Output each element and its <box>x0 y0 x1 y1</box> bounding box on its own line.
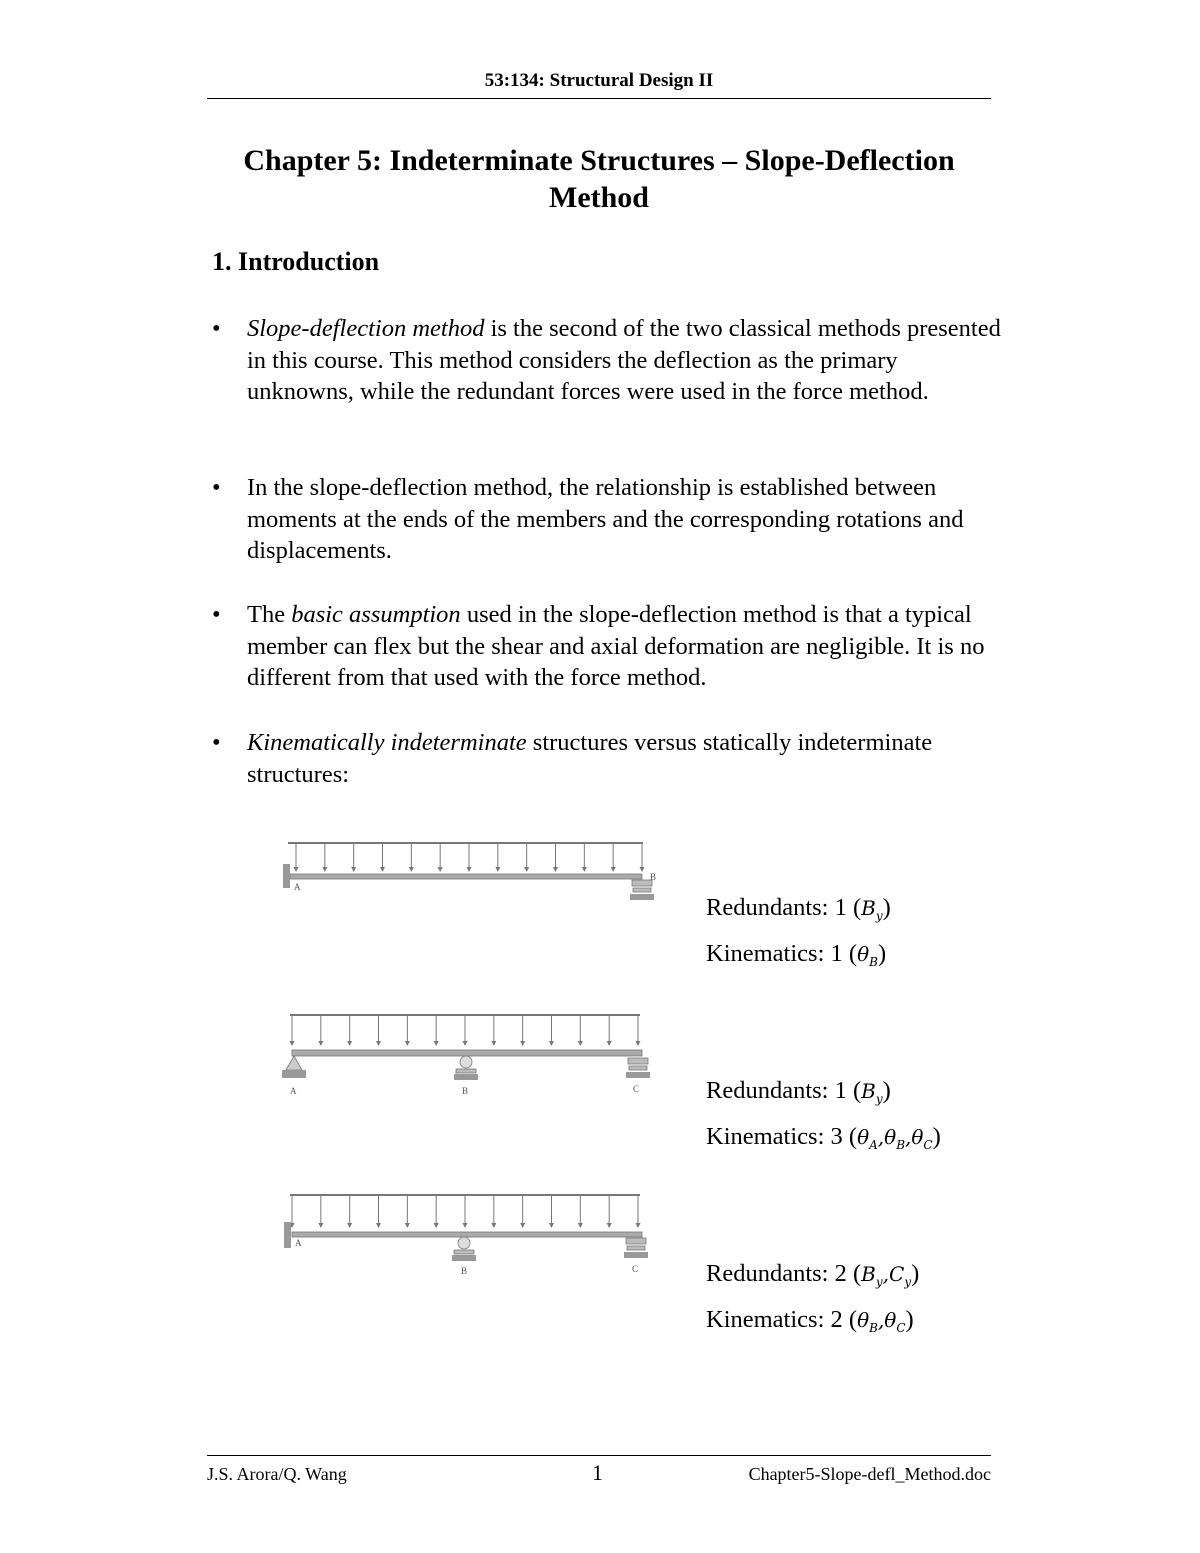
load-arrow-head <box>405 1041 410 1046</box>
bullet-item <box>212 599 1002 694</box>
bullet-body: used in the slope-deflection method is that a typical member can flex but the shear and axial deformation are negligible. It is no different from that used with the force method. <box>247 601 985 691</box>
load-arrow-head <box>318 1223 323 1228</box>
roller-support-b <box>454 1056 478 1080</box>
beam-figure-3 <box>276 1190 671 1305</box>
label-a: A <box>294 882 301 892</box>
load-arrow-head <box>463 1041 468 1046</box>
beam <box>292 1050 642 1056</box>
redundants-line: Redundants: 1 $(B_y)$ <box>706 1077 891 1106</box>
redundants-line: Redundants: 1 $(B_y)$ <box>706 894 891 923</box>
bullet-text <box>247 599 1002 694</box>
redundants-label: Redundants: 1 <box>706 1077 847 1104</box>
label-c: C <box>633 1084 640 1094</box>
bullet-text <box>247 313 1002 408</box>
load-arrow-head <box>405 1223 410 1228</box>
beam <box>290 874 642 879</box>
label-b: B <box>461 1266 468 1276</box>
beam <box>292 1232 642 1237</box>
distributed-load-arrows <box>294 843 645 872</box>
beam-diagram-fixed-roller <box>276 824 671 939</box>
load-arrow-head <box>434 1041 439 1046</box>
load-arrow-head <box>463 1223 468 1228</box>
load-arrow-head <box>409 867 414 872</box>
emphasis: Slope-deflection method <box>247 315 485 342</box>
bullet-body: is the second of the two classical methods presented in this course. This method considers the deflection as the primary unknowns, while the redundant forces were used in the force method. <box>247 315 1001 405</box>
load-arrow-head <box>611 867 616 872</box>
roller-support-c <box>624 1238 648 1258</box>
redundant-vars: $B_y,C_y$ <box>861 1262 912 1289</box>
running-header: 53:134: Structural Design II <box>207 70 991 99</box>
emphasis: basic assumption <box>291 601 461 628</box>
load-arrow-head <box>582 867 587 872</box>
distributed-load-arrows <box>290 1195 641 1228</box>
bullet-item <box>212 472 1002 567</box>
kinematics-label: Kinematics: 3 <box>706 1123 843 1150</box>
kinematic-var: $\theta_B$ <box>857 942 878 969</box>
kinematic-vars: $\theta_A,\theta_B,\theta_C$ <box>857 1125 933 1152</box>
chapter-title-line2: Method <box>549 181 649 214</box>
load-arrow-head <box>380 867 385 872</box>
distributed-load-arrows <box>290 1015 641 1046</box>
roller-support-b <box>630 880 654 900</box>
redundants-line: Redundants: 2 $(B_y,C_y)$ <box>706 1260 920 1289</box>
load-arrow-head <box>290 1041 295 1046</box>
load-arrow-head <box>578 1223 583 1228</box>
load-arrow-head <box>607 1223 612 1228</box>
bullet-body: structures versus statically indeterminate structures: <box>247 729 933 788</box>
load-arrow-head <box>351 867 356 872</box>
load-arrow-head <box>467 867 472 872</box>
load-arrow-head <box>640 867 645 872</box>
load-arrow-head <box>434 1223 439 1228</box>
redundants-label: Redundants: 1 <box>706 894 847 921</box>
pin-support-a <box>282 1056 306 1078</box>
load-arrow-head <box>376 1223 381 1228</box>
case-info-1 <box>706 889 891 981</box>
chapter-title <box>207 142 991 216</box>
load-arrow-head <box>322 867 327 872</box>
beam-figure-1 <box>276 824 671 939</box>
bullet-prefix: The <box>247 601 292 628</box>
load-arrow-head <box>438 867 443 872</box>
redundant-var: $B_y$ <box>861 896 883 923</box>
footer-filename: Chapter5-Slope-defl_Method.doc <box>748 1464 991 1484</box>
load-arrow-head <box>491 1041 496 1046</box>
section-heading: 1. Introduction <box>212 247 380 276</box>
beam-diagram-fixed-roller-roller <box>276 1190 671 1305</box>
load-arrow-head <box>347 1223 352 1228</box>
load-arrow-head <box>520 1041 525 1046</box>
fixed-support-a <box>284 1222 291 1248</box>
load-arrow-head <box>636 1223 641 1228</box>
load-arrow-head <box>318 1041 323 1046</box>
kinematics-label: Kinematics: 2 <box>706 1306 843 1333</box>
load-arrow-head <box>549 1223 554 1228</box>
redundant-var: $B_y$ <box>861 1079 883 1106</box>
bullet-item <box>212 313 1002 408</box>
beam-figure-2 <box>276 1008 671 1123</box>
load-arrow-head <box>376 1041 381 1046</box>
kinematics-line: Kinematics: 1 $(\theta_B)$ <box>706 940 887 969</box>
case-info-3 <box>706 1255 919 1347</box>
load-arrow-head <box>294 867 299 872</box>
label-a: A <box>295 1238 302 1248</box>
bullet-item <box>212 727 1002 790</box>
label-a: A <box>290 1086 297 1096</box>
load-arrow-head <box>549 1041 554 1046</box>
bullet-marker: • <box>212 474 221 501</box>
beam-diagram-pin-roller-roller <box>276 1008 671 1123</box>
bullet-text <box>247 727 1002 790</box>
label-b: B <box>462 1086 469 1096</box>
bullet-marker: • <box>212 601 221 628</box>
label-c: C <box>632 1264 639 1274</box>
bullet-text: In the slope-deflection method, the relationship is established between moments at the ends of the members and the corresponding rotations and displacements. <box>247 474 964 564</box>
load-arrow-head <box>491 1223 496 1228</box>
load-arrow-head <box>578 1041 583 1046</box>
emphasis: Kinematically indeterminate <box>247 729 527 756</box>
roller-support-c <box>626 1058 650 1078</box>
chapter-title-line1: Chapter 5: Indeterminate Structures – Slope-Deflection <box>243 144 955 177</box>
load-arrow-head <box>553 867 558 872</box>
page-number: 1 <box>592 1460 603 1485</box>
redundants-label: Redundants: 2 <box>706 1260 847 1287</box>
load-arrow-head <box>495 867 500 872</box>
load-arrow-head <box>520 1223 525 1228</box>
kinematic-vars: $\theta_B,\theta_C$ <box>857 1308 906 1335</box>
roller-support-b <box>452 1237 476 1261</box>
bullet-marker: • <box>212 315 221 342</box>
kinematics-line: Kinematics: 3 $(\theta_A,\theta_B,\theta_C)$ <box>706 1123 941 1152</box>
kinematics-label: Kinematics: 1 <box>706 940 843 967</box>
footer-authors: J.S. Arora/Q. Wang <box>207 1464 347 1484</box>
bullet-marker: • <box>212 729 221 756</box>
kinematics-line: Kinematics: 2 $(\theta_B,\theta_C)$ <box>706 1306 914 1335</box>
load-arrow-head <box>524 867 529 872</box>
page-footer <box>207 1455 991 1496</box>
load-arrow-head <box>607 1041 612 1046</box>
load-arrow-head <box>347 1041 352 1046</box>
label-b: B <box>650 872 657 882</box>
fixed-support-a <box>283 864 290 888</box>
load-arrow-head <box>636 1041 641 1046</box>
case-info-2 <box>706 1072 941 1164</box>
